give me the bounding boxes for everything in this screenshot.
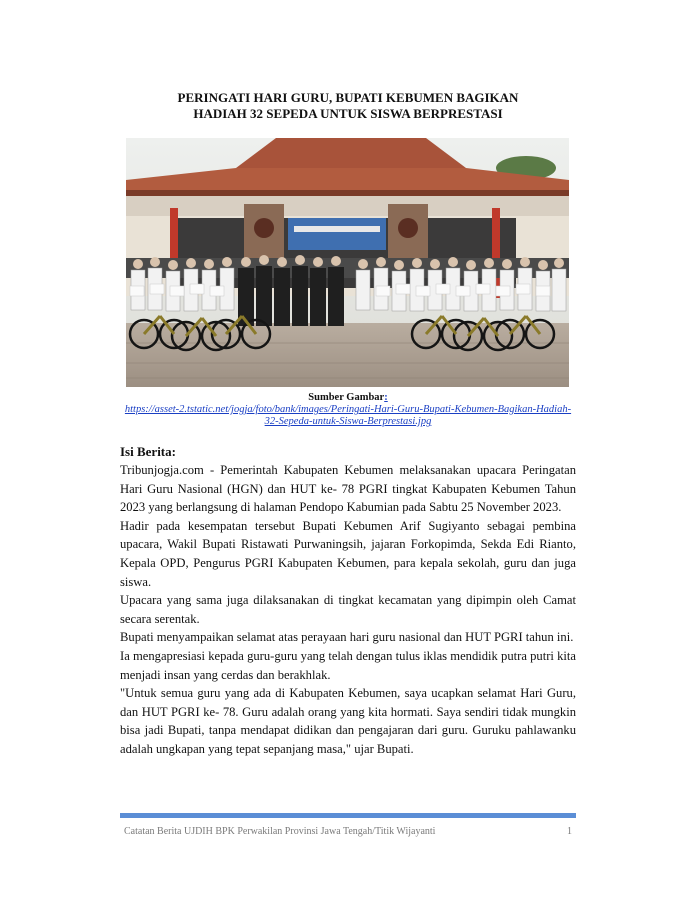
section-label: Isi Berita: — [120, 444, 176, 459]
footer-note: Catatan Berita UJDIH BPK Perwakilan Provinsi Jawa Tengah/Titik Wijayanti — [124, 826, 436, 837]
article-photo — [126, 138, 569, 387]
article-body — [120, 461, 576, 759]
caption-label: Sumber Gambar — [308, 392, 385, 403]
page-number: 1 — [567, 826, 572, 837]
article-title — [0, 90, 696, 122]
paragraph-3: Upacara yang sama juga dilaksanakan di tingkat kecamatan yang dipimpin oleh Camat secara serentak. — [120, 593, 576, 626]
footer-rule — [120, 813, 576, 818]
caption-colon: : — [384, 392, 388, 403]
paragraph-6: "Untuk semua guru yang ada di Kabupaten Kebumen, saya ucapkan selamat Hari Guru, dan HUT PGRI ke- 78. Guru adalah orang yang kita hormati. Saya sendiri tidak mungkin bisa jadi Bupati, tanpa mendapat didikan dan pengajaran dari guru. Guruku pahlawanku adalah ungkapan yang tepat sepanjang masa," ujar Bupati. — [120, 686, 576, 756]
paragraph-5: Ia mengapresiasi kepada guru-guru yang telah dengan tulus iklas mendidik putra putri kita menjadi insan yang cerdas dan berakhlak. — [120, 648, 576, 682]
paragraph-1: Tribunjogja.com - Pemerintah Kabupaten Kebumen melaksanakan upacara Peringatan Hari Guru Nasional (HGN) dan HUT ke- 78 PGRI tingkat Kabupaten Kebumen Tahun 2023 yang berlangsung di halaman Pendopo Kabumian pada Sabtu 25 November 2023. — [120, 463, 576, 515]
photo-illustration — [126, 138, 569, 387]
image-caption — [0, 392, 696, 428]
paragraph-2: Hadir pada kesempatan tersebut Bupati Kebumen Arif Sugiyanto sebagai pembina upacara, Wakil Bupati Ristawati Purwaningsih, jajaran Forkopimda, Sekda Edi Rianto, Kepala OPD, Pengurus PGRI Kabupaten Kebumen, para kepala sekolah, guru dan juga siswa. — [120, 518, 576, 589]
caption-url-line-2: 32-Sepeda-untuk-Siswa-Berprestasi.jpg — [264, 416, 432, 427]
caption-url-link[interactable] — [0, 404, 696, 428]
title-line-1: PERINGATI HARI GURU, BUPATI KEBUMEN BAGIKAN — [177, 90, 519, 105]
paragraph-4: Bupati menyampaikan selamat atas perayaan hari guru nasional dan HUT PGRI tahun ini. — [120, 630, 574, 645]
title-line-2: HADIAH 32 SEPEDA UNTUK SISWA BERPRESTASI — [193, 106, 503, 121]
caption-url-line-1: https://asset-2.tstatic.net/jogja/foto/bank/images/Peringati-Hari-Guru-Bupati-Kebumen-Bagikan-Hadiah- — [124, 404, 572, 415]
